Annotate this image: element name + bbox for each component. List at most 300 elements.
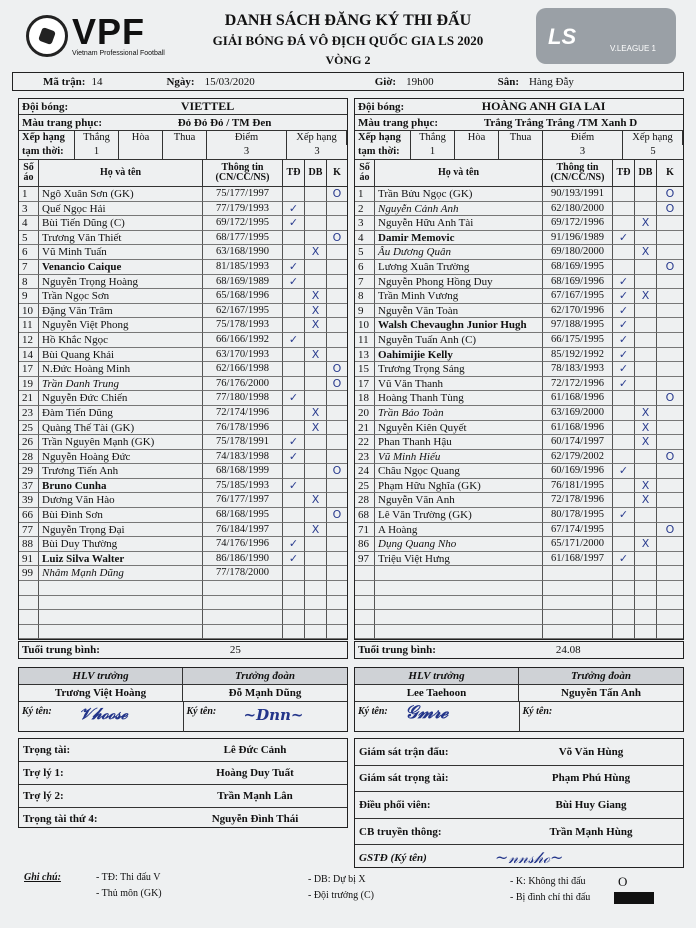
- player-info: 74/176/1996: [203, 537, 283, 552]
- td-mark: ✓: [283, 450, 305, 465]
- shirt-number: 6: [355, 260, 375, 275]
- td-mark: [283, 362, 305, 377]
- player-info: 72/174/1996: [203, 406, 283, 421]
- player-name: Trần Ngọc Sơn: [39, 289, 203, 304]
- team-label: Đội bóng:: [358, 100, 405, 113]
- table-row: [19, 187, 347, 202]
- player-info: 78/183/1993: [543, 362, 613, 377]
- k-mark: [657, 479, 683, 494]
- db-mark: X: [305, 245, 327, 260]
- db-mark: X: [305, 348, 327, 363]
- player-info: 69/172/1996: [543, 216, 613, 231]
- head-coach-name: Lee Taehoon: [355, 685, 519, 702]
- k-mark: [327, 333, 347, 348]
- player-name: Nguyễn Trọng Đại: [39, 523, 203, 538]
- db-mark: X: [305, 406, 327, 421]
- official-name: Trần Mạnh Hùng: [549, 825, 633, 838]
- td-mark: ✓: [283, 479, 305, 494]
- k-mark: O: [657, 260, 683, 275]
- td-mark: [283, 289, 305, 304]
- player-info: [543, 596, 613, 611]
- table-row: [355, 464, 683, 479]
- kit-colors: Trắng Trắng Trắng /TM Xanh D: [483, 116, 638, 129]
- shirt-number: 7: [355, 275, 375, 290]
- notes-title: Ghi chú:: [24, 872, 61, 883]
- player-info: 75/178/1993: [203, 318, 283, 333]
- db-mark: [635, 508, 657, 523]
- draw-value: [119, 145, 163, 159]
- shirt-number: 4: [355, 231, 375, 246]
- player-info: 62/166/1998: [203, 362, 283, 377]
- official-row: [19, 808, 347, 830]
- player-name: Oahimijie Kelly: [375, 348, 543, 363]
- note-td: - TĐ: Thi đấu V: [96, 872, 161, 883]
- k-mark: [657, 581, 683, 596]
- player-info: 62/170/1996: [543, 304, 613, 319]
- player-name: Nguyễn Kiên Quyết: [375, 421, 543, 436]
- table-row: [355, 377, 683, 392]
- team-label: Đội bóng:: [22, 100, 69, 113]
- official-role: CB truyền thông:: [359, 825, 442, 838]
- shirt-number: 66: [19, 508, 39, 523]
- player-info: [203, 625, 283, 640]
- player-name: Nguyễn Trọng Hoàng: [39, 275, 203, 290]
- match-info-bar: [12, 72, 684, 91]
- k-mark: O: [657, 187, 683, 202]
- td-mark: ✓: [613, 304, 635, 319]
- player-name: Hồ Khắc Ngọc: [39, 333, 203, 348]
- db-mark: X: [635, 216, 657, 231]
- k-mark: [327, 245, 347, 260]
- player-name: Nhâm Mạnh Dũng: [39, 566, 203, 581]
- k-mark: O: [657, 450, 683, 465]
- table-row: [19, 552, 347, 567]
- points-header: Điểm: [207, 131, 287, 145]
- table-row: [19, 566, 347, 581]
- db-mark: [635, 187, 657, 202]
- td-mark: ✓: [613, 333, 635, 348]
- k-mark: [657, 406, 683, 421]
- db-mark: X: [305, 523, 327, 538]
- loss-value: [499, 145, 543, 159]
- shirt-number: 3: [355, 216, 375, 231]
- player-name: [39, 625, 203, 640]
- k-mark: [327, 435, 347, 450]
- player-name: Venancio Caique: [39, 260, 203, 275]
- td-mark: ✓: [283, 275, 305, 290]
- k-mark: [657, 537, 683, 552]
- td-mark: ✓: [613, 275, 635, 290]
- player-name: Trần Nguyên Mạnh (GK): [39, 435, 203, 450]
- player-name: Luiz Silva Walter: [39, 552, 203, 567]
- k-mark: O: [327, 377, 347, 392]
- db-mark: [305, 435, 327, 450]
- shirt-number: 7: [19, 260, 39, 275]
- kit-row: [355, 115, 683, 131]
- db-mark: [635, 566, 657, 581]
- td-mark: [613, 216, 635, 231]
- shirt-number: 8: [355, 289, 375, 304]
- shirt-number: 19: [19, 377, 39, 392]
- shirt-number: 6: [19, 245, 39, 260]
- player-info: [543, 581, 613, 596]
- k-mark: [327, 537, 347, 552]
- td-mark: [613, 421, 635, 436]
- k-mark: [327, 610, 347, 625]
- table-row: [19, 523, 347, 538]
- db-mark: [305, 260, 327, 275]
- table-row: [19, 479, 347, 494]
- db-mark: [305, 275, 327, 290]
- player-name: Walsh Chevaughn Junior Hugh: [375, 318, 543, 333]
- player-info: 68/169/1989: [203, 275, 283, 290]
- player-name: Quàng Thế Tài (GK): [39, 421, 203, 436]
- sign-label: Ký tên:: [186, 706, 217, 717]
- team-leader-name: Nguyễn Tấn Anh: [519, 685, 683, 702]
- db-mark: [305, 552, 327, 567]
- note-db: - DB: Dự bị X: [308, 874, 366, 885]
- shirt-number: 5: [355, 245, 375, 260]
- player-name: Triệu Việt Hưng: [375, 552, 543, 567]
- td-mark: [613, 610, 635, 625]
- player-name: Châu Ngọc Quang: [375, 464, 543, 479]
- head-coach-name: Trương Việt Hoàng: [19, 685, 183, 702]
- td-mark: ✓: [613, 289, 635, 304]
- k-mark: [657, 596, 683, 611]
- vleague-logo: [536, 8, 676, 64]
- shirt-number: 97: [355, 552, 375, 567]
- td-mark: [613, 566, 635, 581]
- avg-age-label: Tuổi trung bình:: [358, 644, 436, 656]
- table-row: [355, 245, 683, 260]
- db-mark: X: [635, 479, 657, 494]
- k-mark: [657, 362, 683, 377]
- vpf-logo-text: VPF: [72, 11, 146, 52]
- player-info: 75/177/1997: [203, 187, 283, 202]
- td-mark: ✓: [613, 348, 635, 363]
- k-mark: [327, 289, 347, 304]
- official-name: Phạm Phú Hùng: [551, 772, 631, 785]
- table-row: [19, 275, 347, 290]
- k-mark: O: [327, 464, 347, 479]
- db-mark: [635, 596, 657, 611]
- db-mark: X: [305, 304, 327, 319]
- player-info: 62/179/2002: [543, 450, 613, 465]
- k-mark: [327, 216, 347, 231]
- db-mark: [635, 581, 657, 596]
- db-header: DB: [305, 160, 327, 186]
- shirt-number: 25: [19, 421, 39, 436]
- db-mark: [305, 596, 327, 611]
- handwritten-signature-icon: ~𝓃𝓃𝓈𝒽ℴ~: [495, 848, 564, 868]
- player-name: [39, 596, 203, 611]
- table-row: [355, 435, 683, 450]
- player-info: 63/170/1993: [203, 348, 283, 363]
- shirt-number: 91: [19, 552, 39, 567]
- db-mark: [305, 450, 327, 465]
- match-code-label: Mã trận:: [43, 75, 86, 88]
- shirt-number: 14: [19, 348, 39, 363]
- td-mark: [613, 391, 635, 406]
- table-row: [19, 610, 347, 625]
- table-row: [355, 348, 683, 363]
- kit-label: Màu trang phục:: [358, 116, 439, 129]
- shirt-number: 71: [355, 523, 375, 538]
- db-mark: [305, 333, 327, 348]
- player-info: 68/169/1995: [543, 260, 613, 275]
- db-mark: [305, 537, 327, 552]
- k-mark: [327, 581, 347, 596]
- table-row: [19, 537, 347, 552]
- player-info: [543, 566, 613, 581]
- k-mark: [657, 245, 683, 260]
- player-name: Trần Minh Vương: [375, 289, 543, 304]
- db-mark: [635, 362, 657, 377]
- shirt-number: 1: [355, 187, 375, 202]
- table-row: [355, 537, 683, 552]
- player-name: Dương Văn Hào: [39, 493, 203, 508]
- player-name: Lương Xuân Trường: [375, 260, 543, 275]
- player-info: [543, 625, 613, 640]
- rank-header: Xếp hạng: [623, 131, 683, 145]
- match-date: 15/03/2020: [204, 75, 255, 88]
- player-info: 67/174/1995: [543, 523, 613, 538]
- shirt-number: [355, 625, 375, 640]
- td-mark: [283, 581, 305, 596]
- head-coach-header: HLV trưởng: [19, 668, 183, 685]
- player-info: 62/167/1995: [203, 304, 283, 319]
- player-info: 75/185/1993: [203, 479, 283, 494]
- info-header: Thông tin (CN/CC/NS): [543, 160, 613, 186]
- player-name: Trương Tiến Anh: [39, 464, 203, 479]
- official-role: Trợ lý 1:: [23, 767, 64, 779]
- shirt-number: 24: [355, 464, 375, 479]
- shirt-number: 1: [19, 187, 39, 202]
- player-info: 80/178/1995: [543, 508, 613, 523]
- note-k: - K: Không thi đấu: [510, 876, 586, 887]
- player-info: 66/166/1992: [203, 333, 283, 348]
- player-info: 72/172/1996: [543, 377, 613, 392]
- player-name: Ngô Xuân Sơn (GK): [39, 187, 203, 202]
- shirt-number: 9: [355, 304, 375, 319]
- shirt-number: 3: [19, 202, 39, 217]
- table-row: [355, 260, 683, 275]
- match-time: 19h00: [406, 75, 434, 88]
- note-captain: - Đội trưởng (C): [308, 890, 374, 901]
- td-mark: ✓: [283, 537, 305, 552]
- player-name: Bruno Cunha: [39, 479, 203, 494]
- player-name: Trương Trọng Sáng: [375, 362, 543, 377]
- table-row: [19, 304, 347, 319]
- k-mark: [327, 625, 347, 640]
- player-info: 63/169/2000: [543, 406, 613, 421]
- draw-header: Hòa: [119, 131, 163, 145]
- td-mark: [283, 421, 305, 436]
- player-info: 68/168/1999: [203, 464, 283, 479]
- official-role: Điều phối viên:: [359, 798, 431, 811]
- player-name: Nguyễn Cảnh Anh: [375, 202, 543, 217]
- td-mark: ✓: [283, 202, 305, 217]
- player-info: 65/171/2000: [543, 537, 613, 552]
- k-mark: [657, 566, 683, 581]
- k-mark: [657, 493, 683, 508]
- db-mark: [305, 231, 327, 246]
- standings-grid: [19, 131, 347, 160]
- table-row: [355, 610, 683, 625]
- table-row: [19, 435, 347, 450]
- db-mark: X: [305, 493, 327, 508]
- player-name: Lê Văn Trường (GK): [375, 508, 543, 523]
- shirt-number: 21: [355, 421, 375, 436]
- rank-label-2: tạm thời:: [19, 145, 75, 159]
- player-name: Bùi Quang Khải: [39, 348, 203, 363]
- k-mark: [657, 421, 683, 436]
- officials-left: [18, 738, 348, 828]
- player-info: 69/180/2000: [543, 245, 613, 260]
- player-table-header: [355, 160, 683, 187]
- draw-header: Hòa: [455, 131, 499, 145]
- player-name: [375, 596, 543, 611]
- shirt-number: 86: [355, 537, 375, 552]
- table-row: [355, 391, 683, 406]
- player-info: 75/178/1991: [203, 435, 283, 450]
- table-row: [19, 216, 347, 231]
- player-name: [375, 566, 543, 581]
- shirt-number: [355, 566, 375, 581]
- official-role: GSTĐ (Ký tên): [359, 852, 427, 865]
- db-mark: X: [305, 289, 327, 304]
- player-info: 76/178/1996: [203, 421, 283, 436]
- official-name: Bùi Huy Giang: [555, 798, 627, 811]
- td-mark: [283, 406, 305, 421]
- db-mark: [635, 450, 657, 465]
- official-role: Giám sát trọng tài:: [359, 772, 449, 785]
- team-leader-header: Trưởng đoàn: [183, 668, 347, 685]
- shirt-number: [19, 610, 39, 625]
- k-mark: O: [657, 202, 683, 217]
- k-mark: [657, 625, 683, 640]
- table-row: [19, 289, 347, 304]
- table-row: [19, 362, 347, 377]
- match-date-label: Ngày:: [166, 75, 195, 88]
- player-info: 74/183/1998: [203, 450, 283, 465]
- db-mark: [305, 566, 327, 581]
- shirt-number: 5: [19, 231, 39, 246]
- db-mark: [635, 318, 657, 333]
- kit-label: Màu trang phục:: [22, 116, 103, 129]
- k-mark: [327, 523, 347, 538]
- player-info: 61/168/1996: [543, 391, 613, 406]
- shirt-number: 39: [19, 493, 39, 508]
- td-mark: [283, 245, 305, 260]
- k-mark: [657, 216, 683, 231]
- player-info: 97/188/1995: [543, 318, 613, 333]
- player-info: 72/178/1996: [543, 493, 613, 508]
- banned-swatch: [614, 892, 654, 904]
- kit-colors: Đỏ Đỏ Đỏ / TM Đen: [177, 116, 272, 129]
- td-mark: ✓: [613, 318, 635, 333]
- officials-right: [354, 738, 684, 868]
- match-time-label: Giờ:: [374, 75, 397, 88]
- rank-label-2: tạm thời:: [355, 145, 411, 159]
- td-mark: [283, 304, 305, 319]
- db-mark: [635, 275, 657, 290]
- player-name: Đàm Tiến Dũng: [39, 406, 203, 421]
- td-mark: [283, 318, 305, 333]
- leader-signature-box: [520, 702, 684, 732]
- player-info: 63/168/1990: [203, 245, 283, 260]
- loss-header: Thua: [499, 131, 543, 145]
- k-mark: [657, 304, 683, 319]
- points-value: 3: [207, 145, 287, 159]
- document-title: DANH SÁCH ĐĂNG KÝ THI ĐẤU: [224, 12, 472, 29]
- player-name: [375, 581, 543, 596]
- shirt-number: 68: [355, 508, 375, 523]
- db-mark: X: [635, 245, 657, 260]
- db-mark: X: [635, 493, 657, 508]
- player-info: [203, 610, 283, 625]
- shirt-number: 99: [19, 566, 39, 581]
- db-mark: X: [635, 406, 657, 421]
- player-name: Phan Thanh Hậu: [375, 435, 543, 450]
- draw-value: [455, 145, 499, 159]
- k-mark: [327, 552, 347, 567]
- k-mark: [327, 304, 347, 319]
- shirt-no-header: Số áo: [19, 160, 39, 186]
- official-name: Nguyễn Đình Thái: [211, 813, 299, 825]
- db-mark: [635, 377, 657, 392]
- table-row: [355, 450, 683, 465]
- td-mark: [613, 450, 635, 465]
- db-mark: [305, 464, 327, 479]
- rank-value: 3: [314, 146, 320, 157]
- db-mark: [305, 625, 327, 640]
- k-mark: [327, 260, 347, 275]
- player-info: 77/179/1993: [203, 202, 283, 217]
- k-header: K: [666, 167, 674, 178]
- shirt-number: [355, 610, 375, 625]
- table-row: [355, 275, 683, 290]
- official-row: [19, 785, 347, 808]
- player-info: 85/192/1992: [543, 348, 613, 363]
- player-info: 60/174/1997: [543, 435, 613, 450]
- win-header: Thắng: [411, 131, 455, 145]
- shirt-number: [19, 625, 39, 640]
- shirt-number: 11: [19, 318, 39, 333]
- k-mark: O: [327, 362, 347, 377]
- player-name: [375, 625, 543, 640]
- k-mark: O: [657, 523, 683, 538]
- table-row: [355, 493, 683, 508]
- db-mark: X: [305, 421, 327, 436]
- note-k-symbol: O: [618, 874, 628, 889]
- k-mark: [327, 479, 347, 494]
- player-name: [39, 581, 203, 596]
- k-mark: [327, 202, 347, 217]
- player-name: Damir Memovic: [375, 231, 543, 246]
- db-mark: [305, 377, 327, 392]
- table-row: [19, 231, 347, 246]
- table-row: [355, 552, 683, 567]
- table-row: [355, 318, 683, 333]
- team-name-row: [355, 99, 683, 115]
- team-name-row: [19, 99, 347, 115]
- table-row: [355, 508, 683, 523]
- db-mark: [305, 391, 327, 406]
- table-row: [19, 493, 347, 508]
- player-name: Nguyễn Văn Toàn: [375, 304, 543, 319]
- td-mark: [613, 493, 635, 508]
